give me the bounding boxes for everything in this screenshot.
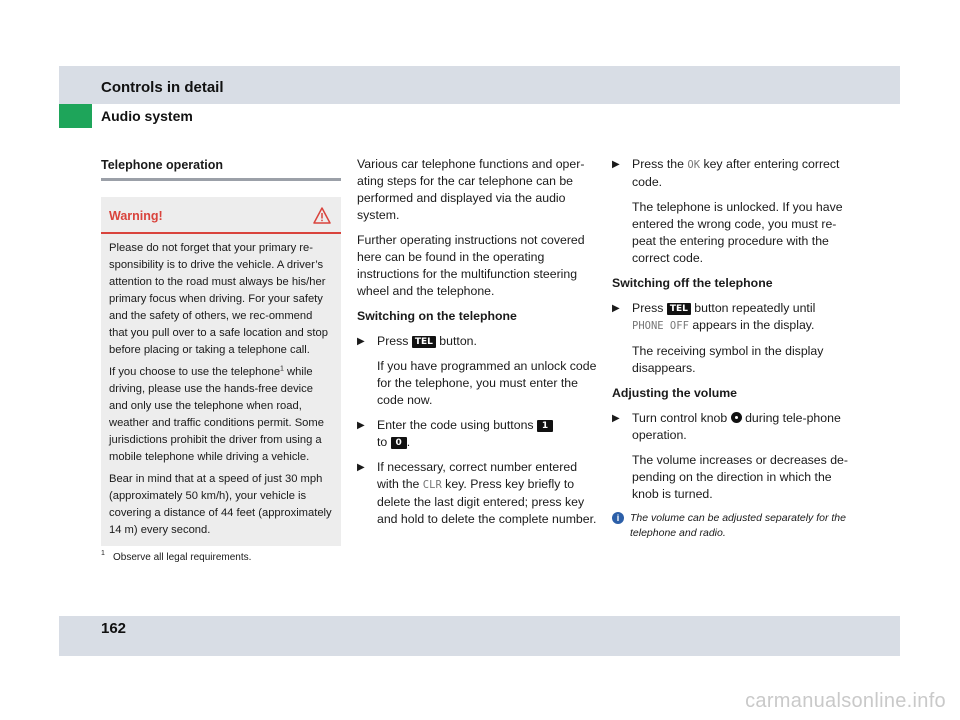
warning-paragraph	[109, 364, 333, 466]
instruction-step	[612, 410, 857, 444]
step-note: The volume increases or decreases de-pending on the direction in which the knob is turned.	[632, 453, 848, 501]
step-text-part: button repeatedly until	[690, 301, 816, 315]
heading-rule	[101, 178, 341, 181]
warning-triangle-icon	[313, 207, 331, 224]
warning-title: Warning!	[109, 208, 163, 223]
key-0-icon: 0	[391, 437, 407, 449]
info-text: The volume can be adjusted separately for the telephone and radio.	[630, 512, 846, 539]
info-note	[612, 511, 857, 541]
step-text-part: during tele-phone operation.	[632, 411, 841, 442]
volume-knob-icon	[731, 412, 742, 423]
section-color-tab	[59, 104, 92, 128]
intro-paragraph: Various car telephone functions and oper-ating steps for the car telephone can be performed and displayed via the audio system.	[357, 157, 585, 222]
step-text-part: Press	[377, 334, 412, 348]
section-title: Controls in detail	[101, 79, 224, 96]
watermark-text: carmanualsonline.info	[745, 690, 946, 712]
step-text-part: button.	[435, 334, 477, 348]
subsection-title: Audio system	[101, 108, 193, 124]
tel-key-icon: TEL	[667, 303, 691, 315]
column-heading: Telephone operation	[101, 158, 223, 172]
page-number: 162	[101, 620, 127, 637]
step-note: If you have programmed an unlock code for the telephone, you must enter the code now.	[377, 359, 597, 407]
step-text-part: key. Press key briefly to delete the last digit entered; press key and hold to delete the complete number.	[377, 477, 597, 526]
info-icon: i	[612, 512, 624, 524]
step-note: The receiving symbol in the display disappears.	[632, 344, 824, 375]
warning-header	[101, 197, 341, 234]
step-arrow-icon: ▶	[357, 462, 365, 473]
warning-paragraph: Bear in mind that at a speed of just 30 mph (approximately 50 km/h), your vehicle is covering a distance of 44 feet (approximately 14 m) every second.	[109, 473, 332, 536]
switch-off-heading: Switching off the telephone	[612, 276, 773, 290]
footnote-marker: 1	[280, 365, 284, 373]
tel-key-icon: TEL	[412, 336, 436, 348]
step-arrow-icon: ▶	[357, 336, 365, 347]
step-text	[377, 459, 602, 528]
column-right	[612, 156, 857, 541]
ok-display-text: OK	[687, 159, 701, 171]
intro-paragraph: Further operating instructions not covered here can be found in the operating instructions for the multifunction steering wheel and the telephone.	[357, 233, 585, 298]
warning-paragraph: Please do not forget that your primary re-sponsibility is to drive the vehicle. A driver’s attention to the road must always be his/her primary focus when driving. For your safety and the safety of others, we rec-ommend that you pull over to a safe location and stop before placing or taking a telephone call.	[109, 242, 328, 356]
step-text-part: .	[406, 435, 411, 449]
footnote-text: Observe all legal requirements.	[113, 552, 252, 563]
step-note: The telephone is unlocked. If you have entered the wrong code, you must re-peat the entering procedure with the correct code.	[632, 200, 843, 265]
step-text-part: to	[377, 435, 391, 449]
clr-display-text: CLR	[422, 479, 442, 491]
instruction-step	[612, 300, 857, 335]
warning-body	[101, 234, 341, 546]
step-arrow-icon: ▶	[612, 413, 620, 424]
step-text-part: Turn control knob	[632, 411, 731, 425]
warning-text: while driving, please use the hands-free device and only use the telephone when road, weather and traffic conditions permit. Some jurisdictions prohibit the driver from using a mobile telephone while driving a vehicle.	[109, 366, 324, 463]
step-text	[632, 300, 857, 335]
key-1-icon: 1	[537, 420, 553, 432]
column-telephone-operation	[101, 157, 341, 563]
step-text	[632, 156, 857, 191]
instruction-step	[357, 333, 602, 350]
step-text-part: appears in the display.	[688, 318, 815, 332]
instruction-step	[357, 417, 602, 451]
step-text-part: Enter the code using buttons	[377, 418, 537, 432]
instruction-step	[357, 459, 602, 528]
step-text-part: Press	[632, 301, 667, 315]
step-text	[377, 333, 602, 350]
switch-on-heading: Switching on the telephone	[357, 309, 517, 323]
instruction-step	[612, 156, 857, 191]
footer-band	[59, 616, 900, 656]
column-middle	[357, 156, 602, 536]
step-arrow-icon: ▶	[357, 420, 365, 431]
step-text-part: If necessary, correct number entered with the	[377, 460, 578, 491]
phone-off-display-text: PHONE OFF	[632, 320, 689, 332]
warning-text: If you choose to use the telephone	[109, 366, 281, 378]
volume-heading: Adjusting the volume	[612, 386, 738, 400]
step-text-part: Press the	[632, 157, 688, 171]
footnote-mark: 1	[101, 550, 105, 557]
step-arrow-icon: ▶	[612, 159, 620, 170]
step-text	[632, 410, 857, 444]
step-text	[377, 417, 602, 451]
step-arrow-icon: ▶	[612, 303, 620, 314]
warning-box	[101, 197, 341, 546]
step-text-part: key after entering correct code.	[632, 157, 840, 189]
footnote	[101, 552, 341, 563]
